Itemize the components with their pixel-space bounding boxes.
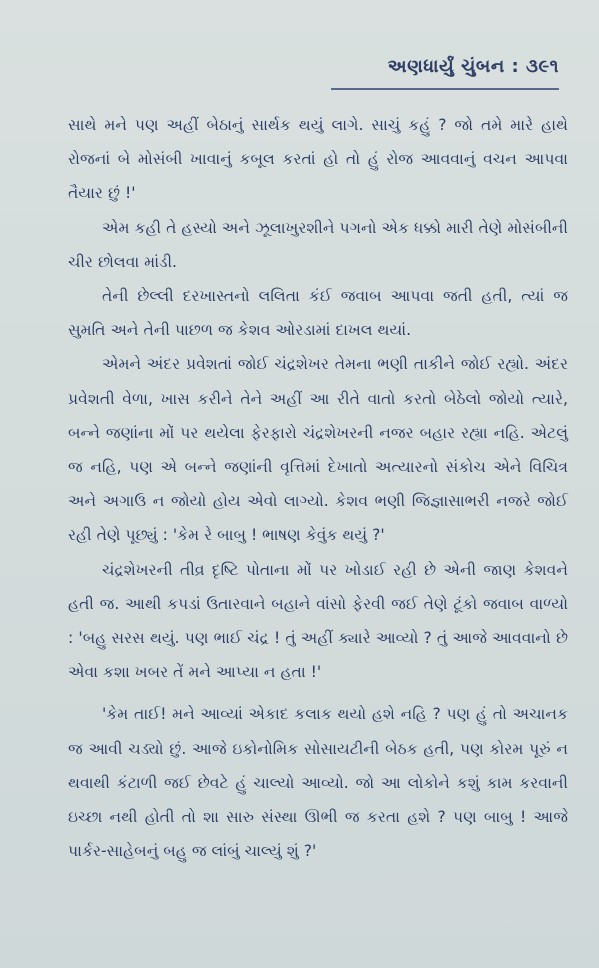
- paragraph-2: એમ કહી તે હસ્યો અને ઝૂલાખુરશીને પગનો એક ધક્કો મારી તેણે મોસંબીની ચીર છોલવા માંડી.: [68, 218, 568, 271]
- paragraph-1: સાથે મને પણ અહીં બેઠાનું સાર્થક થયું લાગે. સાચું કહું ? જો તમે મારે હાથે રોજનાં બે મોસંબી ખાવાનું કબૂલ કરતાં હો તો હું રોજ આવવાનું વચન આપવા તૈયાર છું !': [68, 116, 568, 203]
- page-body: [68, 108, 568, 868]
- running-head: અણધાર્યું ચુંબન : ૩૯૧: [387, 56, 559, 77]
- header-rule: [331, 88, 559, 90]
- paragraph-5: ચંદ્રશેખરની તીવ્ર દૃષ્ટિ પોતાના મોં પર ખોડાઈ રહી છે એની જાણ કેશવને હતી જ. આથી કપડાં ઉતારવાને બહાને વાંસો ફેરવી જઈ તેણે ટૂંકો જવાબ વાળ્યો : 'બહુ સરસ થયું. પણ ભાઈ ચંદ્ર ! તું અહીં ક્યારે આવ્યો ? તું આજે આવવાનો છે એવા કશા ખબર તેં મને આપ્યા ન હતા !': [68, 560, 568, 682]
- paragraph-3: તેની છેલ્લી દરખાસ્તનો લલિતા કંઈ જવાબ આપવા જતી હતી, ત્યાં જ સુમતિ અને તેની પાછળ જ કેશવ ઓરડામાં દાખલ થયાં.: [68, 287, 568, 340]
- paragraph-4: એમને અંદર પ્રવેશતાં જોઈ ચંદ્રશેખર તેમના ભણી તાકીને જોઈ રહ્યો. અંદર પ્રવેશતી વેળા, ખાસ કરીને તેને અહીં આ રીતે વાતો કરતો બેઠેલો જોયો ત્યારે, બન્ને જણાંના મોં પર થયેલા ફેરફારો ચંદ્રશેખરની નજર બહાર રહ્યા નહિ. એટલું જ નહિ, પણ એ બન્ને જણાંની વૃત્તિમાં દેખાતો અત્યારનો સંકોચ એને વિચિત્ર અને અગાઉ ન જોયો હોય એવો લાગ્યો. કેશવ ભણી જિજ્ઞાસાભરી નજરે જોઈ રહી તેણે પૂછ્યું : 'કેમ રે બાબુ ! ભાષણ કેવુંક થયું ?': [68, 355, 568, 545]
- paragraph-6: 'કેમ તાઈ! મને આવ્યાં એકાદ કલાક થયો હશે નહિ ? પણ હું તો અચાનક જ આવી ચડ્યો છું. આજે ઇકોનોમિક સોસાયટીની બેઠક હતી, પણ કોરમ પૂરું ન થવાથી કંટાળી જઈ છેવટે હું ચાલ્યો આવ્યો. જો આ લોકોને કશું કામ કરવાની ઇચ્છા નથી હોતી તો શા સારુ સંસ્થા ઊભી જ કરતા હશે ? પણ બાબુ ! આજે પાર્કર-સાહેબનું બહુ જ લાંબું ચાલ્યું શું ?': [68, 705, 568, 861]
